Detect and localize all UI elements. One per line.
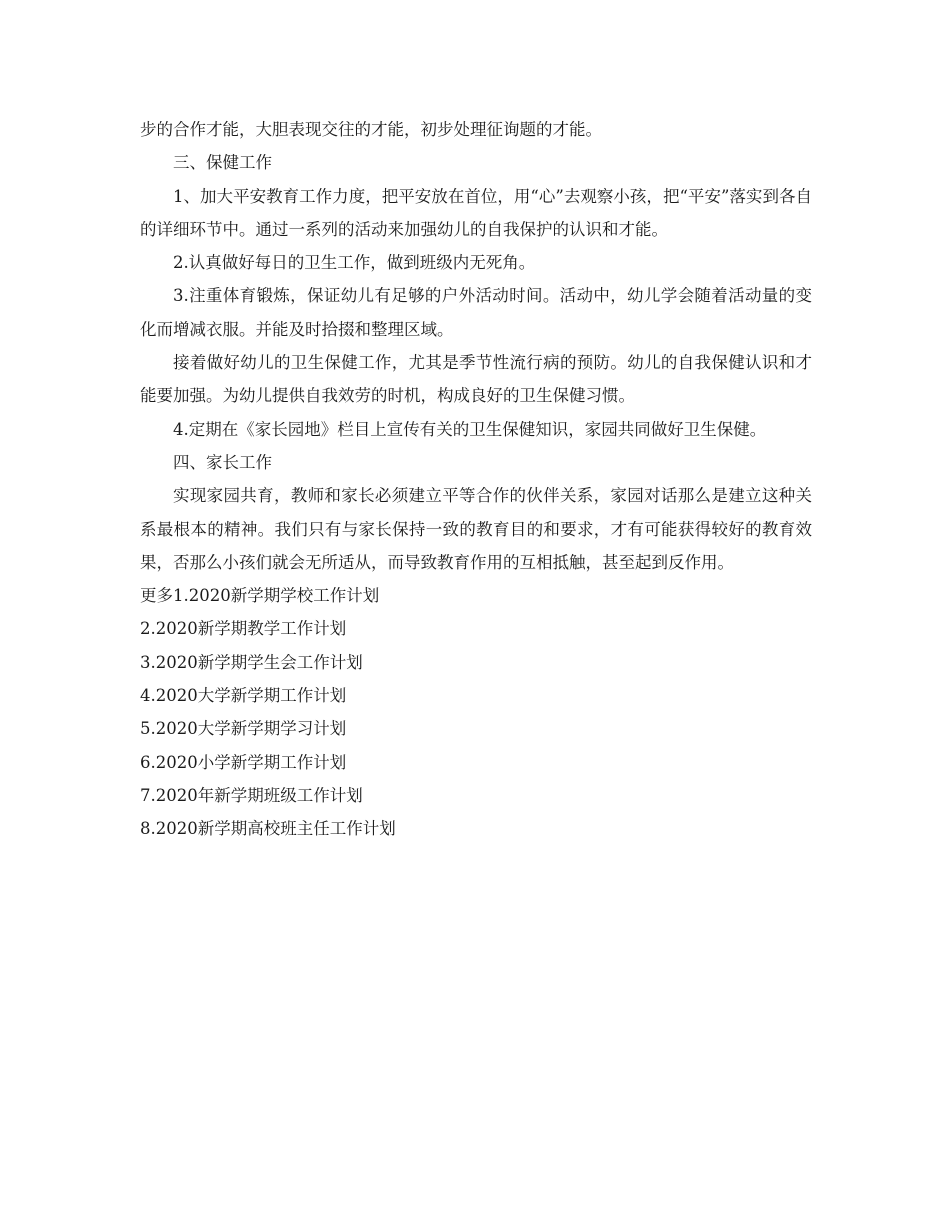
section-heading-health: 三、保健工作 — [173, 153, 272, 173]
paragraph-health-care: 接着做好幼儿的卫生保健工作，尤其是季节性流行病的预防。幼儿的自我保健认识和才能要加强。为幼儿提供自我效劳的时机，构成良好的卫生保健习惯。 — [140, 353, 812, 406]
paragraph-safety: 1、加大平安教育工作力度，把平安放在首位，用“心”去观察小孩，把“平安”落实到各自的详细环节中。通过一系列的活动来加强幼儿的自我保护的认识和才能。 — [140, 186, 812, 239]
related-link[interactable]: 2.2020新学期教学工作计划 — [140, 619, 347, 639]
document-page — [140, 113, 812, 846]
related-link[interactable]: 更多1.2020新学期学校工作计划 — [140, 586, 380, 606]
related-link[interactable]: 6.2020小学新学期工作计划 — [140, 752, 347, 772]
related-links-list — [140, 579, 812, 845]
paragraph-continued: 步的合作才能，大胆表现交往的才能，初步处理征询题的才能。 — [140, 120, 602, 139]
paragraph-hygiene: 2.认真做好每日的卫生工作，做到班级内无死角。 — [173, 253, 536, 273]
paragraph-home-school: 实现家园共育，教师和家长必须建立平等合作的伙伴关系，家园对话那么是建立这种关系最根本的精神。我们只有与家长保持一致的教育目的和要求，才有可能获得较好的教育效果，否那么小孩们就会无所适从，而导致教育作用的互相抵触，甚至起到反作用。 — [140, 486, 812, 572]
paragraph-exercise: 3.注重体育锻炼，保证幼儿有足够的户外活动时间。活动中，幼儿学会随着活动量的变化而增减衣服。并能及时拾掇和整理区域。 — [140, 286, 812, 339]
section-heading-parents: 四、家长工作 — [173, 452, 272, 472]
related-link[interactable]: 5.2020大学新学期学习计划 — [140, 719, 347, 739]
related-link[interactable]: 4.2020大学新学期工作计划 — [140, 686, 347, 706]
related-link[interactable]: 3.2020新学期学生会工作计划 — [140, 652, 363, 672]
paragraph-parent-garden: 4.定期在《家长园地》栏目上宣传有关的卫生保健知识，家园共同做好卫生保健。 — [173, 419, 767, 439]
related-link[interactable]: 8.2020新学期高校班主任工作计划 — [140, 819, 396, 839]
related-link[interactable]: 7.2020年新学期班级工作计划 — [140, 785, 363, 805]
